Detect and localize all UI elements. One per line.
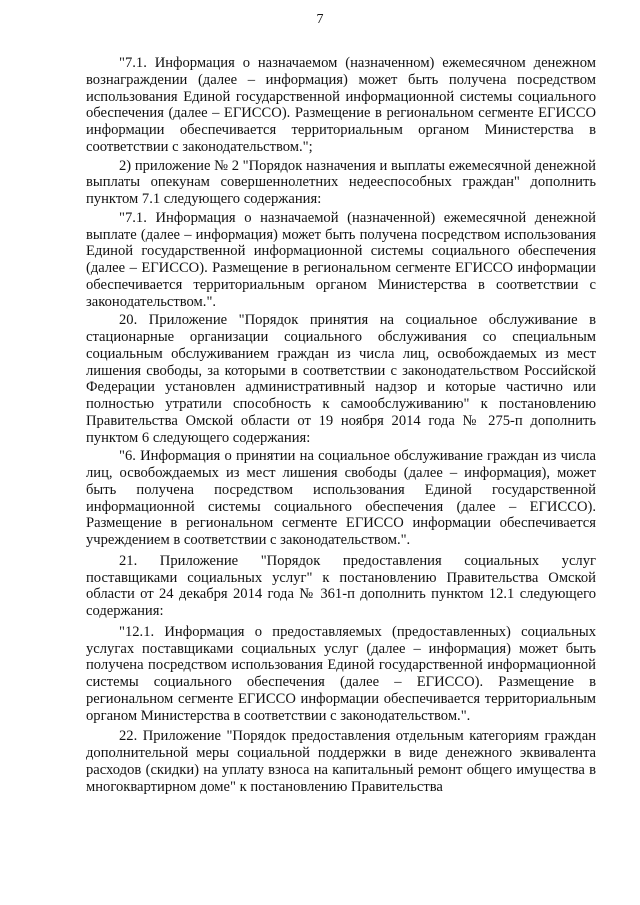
document-body — [86, 55, 596, 795]
paragraph-12-1-social-services: "12.1. Информация о предоставляемых (предоставленных) социальных услугах поставщиками социальных услуг (далее – информация) может быть получена посредством использования Единой государственной информационной системы социального обеспечения (далее – ЕГИССО). Размещение в региональном сегменте ЕГИССО информации обеспечивается территориальным органом Министерства в соответствии с законодательством.". — [86, 623, 596, 724]
paragraph-7-1-monthly-payment: "7.1. Информация о назначаемой (назначенной) ежемесячной денежной выплате (далее – информация) может быть получена посредством использования Единой государственной информационной системы социального обеспечения (далее – ЕГИССО). Размещение в региональном сегменте ЕГИССО информации обеспечивается территориальным органом Министерства в соответствии с законодательством.". — [86, 209, 596, 310]
page-number: 7 — [316, 12, 324, 27]
paragraph-item-21: 21. Приложение "Порядок предоставления социальных услуг поставщиками социальных услуг" к постановлению Правительства Омской области от 24 декабря 2014 года № 361-п дополнить пунктом 12.1 следующего содержания: — [86, 552, 596, 619]
paragraph-item-20: 20. Приложение "Порядок принятия на социальное обслуживание в стационарные организации социального обслуживания со специальным социальным обслуживанием граждан из числа лиц, освобождаемых из мест лишения свободы, за которыми в соответствии с законодательством Российской Федерации установлен административный надзор и которые частично или полностью утратили способность к самообслуживанию" к постановлению Правительства Омской области от 19 ноября 2014 года № 275-п дополнить пунктом 6 следующего содержания: — [86, 312, 596, 446]
paragraph-item-22: 22. Приложение "Порядок предоставления отдельным категориям граждан дополнительной меры социальной поддержки в виде денежного эквивалента расходов (скидки) на уплату взноса на капитальный ремонт общего имущества в многоквартирном доме" к постановлению Правительства — [86, 728, 596, 795]
paragraph-7-1-monthly-reward: "7.1. Информация о назначаемом (назначенном) ежемесячном денежном вознаграждении (далее – информация) может быть получена посредством использования Единой государственной информационной системы социального обеспечения (далее – ЕГИССО). Размещение в региональном сегменте ЕГИССО информации обеспечивается территориальным органом Министерства в соответствии с законодательством."; — [86, 55, 596, 155]
paragraph-item-2: 2) приложение № 2 "Порядок назначения и выплаты ежемесячной денежной выплаты опекунам совершеннолетних недееспособных граждан" дополнить пунктом 7.1 следующего содержания: — [86, 157, 596, 207]
paragraph-6-social-service: "6. Информация о принятии на социальное обслуживание граждан из числа лиц, освобождаемых из мест лишения свободы (далее – информация), может быть получена посредством использования Единой государственной информационной системы социального обеспечения (далее – ЕГИССО). Размещение в региональном сегменте ЕГИССО информации обеспечивается учреждением в соответствии с законодательством.". — [86, 448, 596, 548]
